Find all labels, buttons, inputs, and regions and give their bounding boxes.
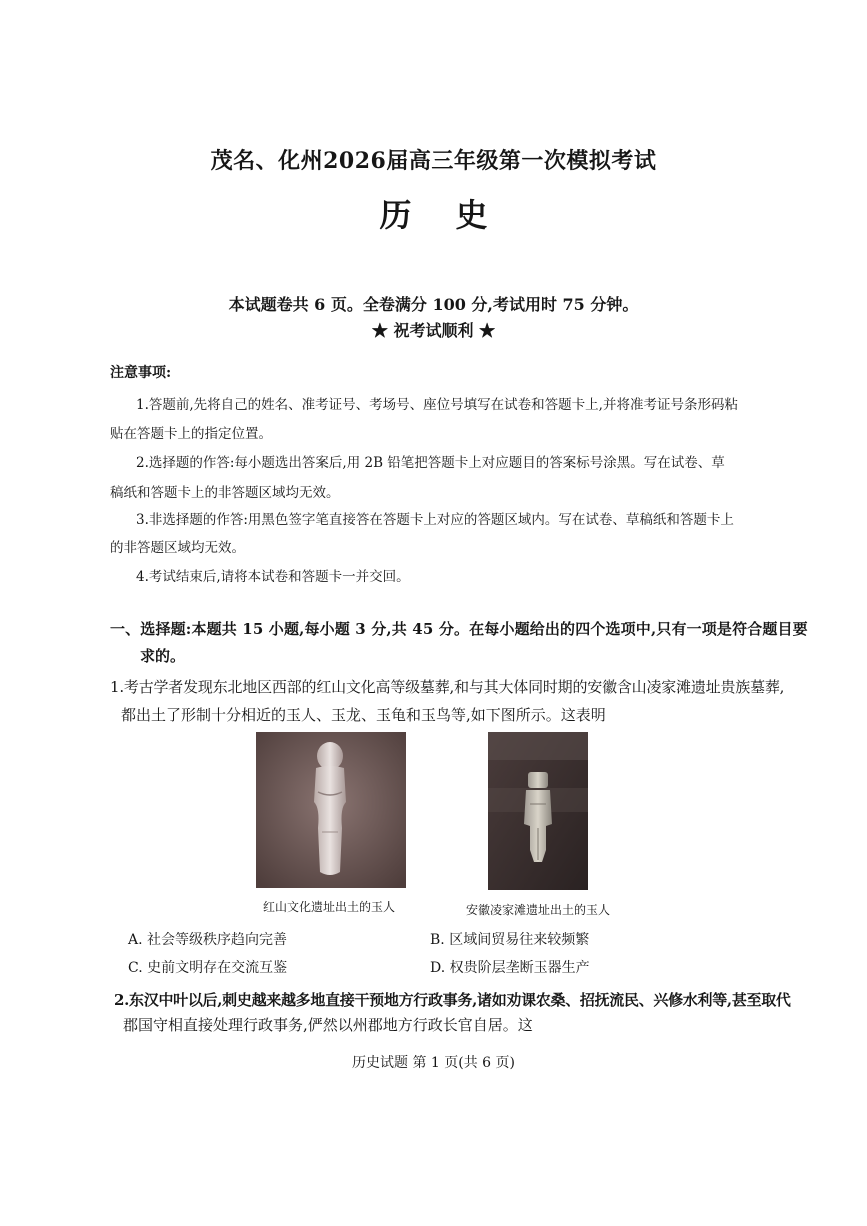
question-1-line: 都出土了形制十分相近的玉人、玉龙、玉龟和玉鸟等,如下图所示。这表明 — [121, 706, 606, 724]
exam-wish: ★ 祝考试顺利 ★ — [371, 321, 496, 340]
note-line: 4.考试结束后,请将本试卷和答题卡一并交回。 — [136, 569, 410, 585]
hongshan-jade-figure-image — [256, 732, 406, 888]
note-line: 稿纸和答题卡上的非答题区域均无效。 — [110, 485, 340, 501]
note-line: 2.选择题的作答:每小题选出答案后,用 2B 铅笔把答题卡上对应题目的答案标号涂黑。写在试卷、草 — [136, 455, 725, 471]
question-1-line: 1.考古学者发现东北地区西部的红山文化高等级墓葬,和与其大体同时期的安徽含山凌家滩遗址贵族墓葬, — [110, 678, 785, 696]
option-c: C. 史前文明存在交流互鉴 — [128, 960, 288, 976]
image-caption-left: 红山文化遗址出土的玉人 — [263, 900, 396, 914]
exam-title: 茂名、化州2026届高三年级第一次模拟考试 — [210, 148, 657, 174]
option-b: B. 区域间贸易往来较频繁 — [430, 932, 590, 948]
page-footer: 历史试题 第 1 页(共 6 页) — [352, 1055, 515, 1071]
note-line: 3.非选择题的作答:用黑色签字笔直接答在答题卡上对应的答题区域内。写在试卷、草稿纸和答题卡上 — [136, 512, 734, 528]
notes-heading: 注意事项: — [110, 365, 172, 381]
question-2-line: 2.东汉中叶以后,刺史越来越多地直接干预地方行政事务,诸如劝课农桑、招抚流民、兴修水利等,甚至取代 — [114, 991, 791, 1009]
section-heading: 一、选择题:本题共 15 小题,每小题 3 分,共 45 分。在每小题给出的四个选项中,只有一项是符合题目要 — [110, 620, 808, 638]
option-d: D. 权贵阶层垄断玉器生产 — [430, 960, 590, 976]
section-heading-cont: 求的。 — [140, 647, 186, 665]
image-caption-right: 安徽凌家滩遗址出土的玉人 — [466, 903, 611, 917]
option-a: A. 社会等级秩序趋向完善 — [128, 932, 288, 948]
exam-info: 本试题卷共 6 页。全卷满分 100 分,考试用时 75 分钟。 — [228, 295, 639, 314]
lingjiatan-jade-figure-image — [488, 732, 588, 890]
note-line: 贴在答题卡上的指定位置。 — [110, 426, 272, 442]
note-line: 1.答题前,先将自己的姓名、准考证号、考场号、座位号填写在试卷和答题卡上,并将准考证号条形码粘 — [136, 397, 738, 413]
note-line: 的非答题区域均无效。 — [110, 540, 245, 556]
question-2-line: 郡国守相直接处理行政事务,俨然以州郡地方行政长官自居。这 — [123, 1016, 533, 1034]
subject-title: 历史 — [379, 196, 532, 234]
